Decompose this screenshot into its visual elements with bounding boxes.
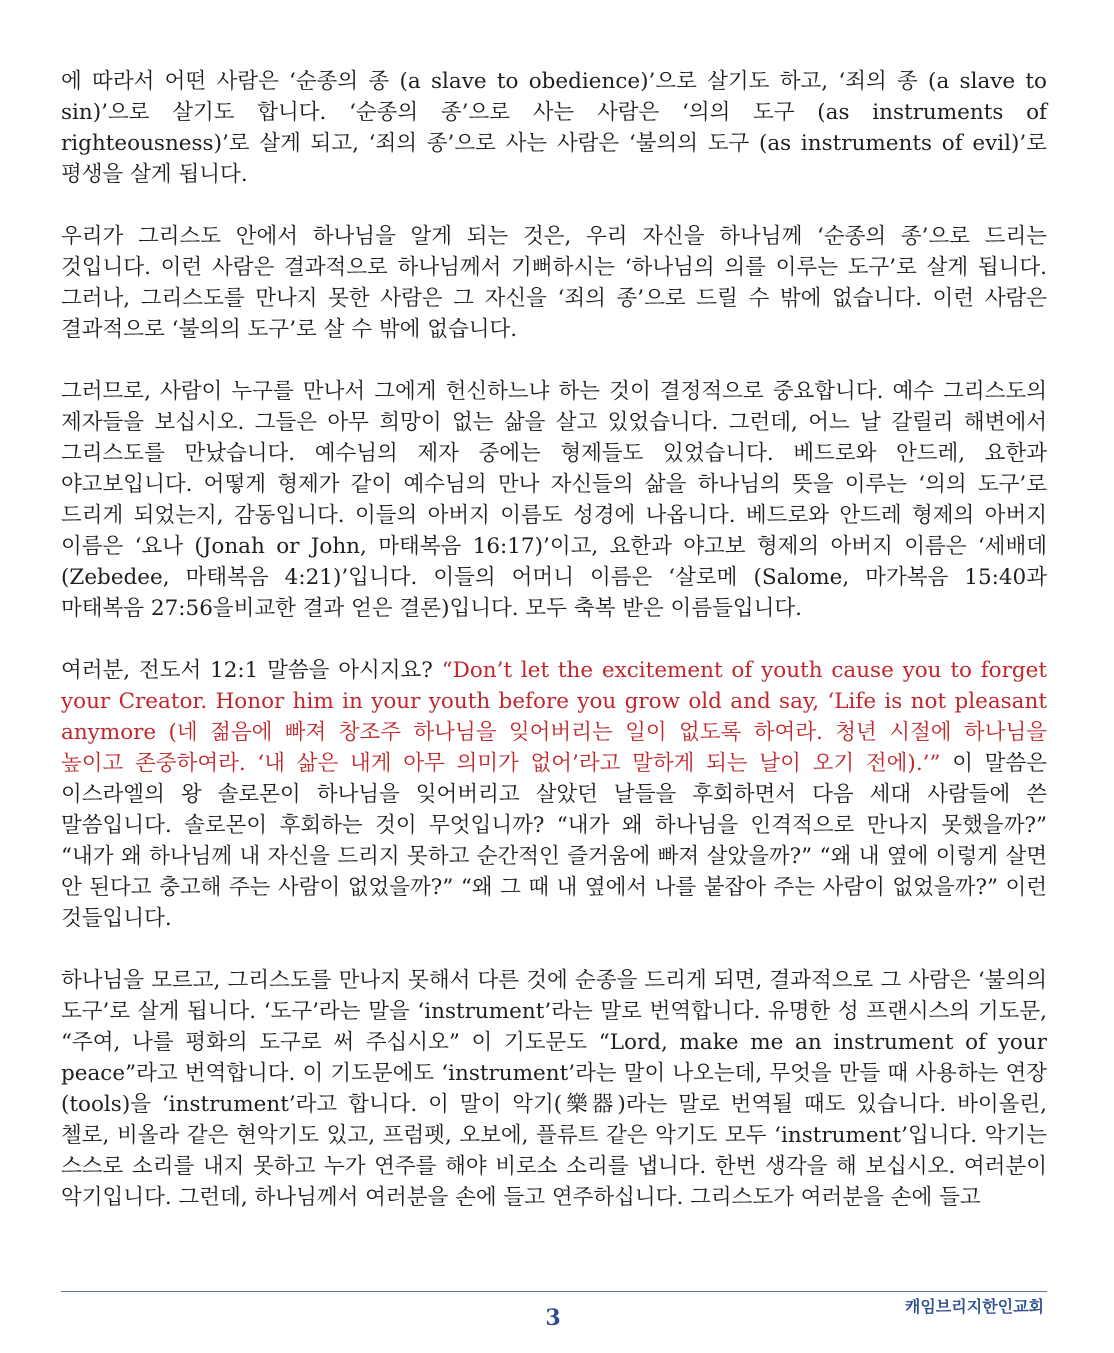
paragraph-2: 우리가 그리스도 안에서 하나님을 알게 되는 것은, 우리 자신을 하나님께 ‘순종의 종’으로 드리는 것입니다. 이런 사람은 결과적으로 하나님께서 기뻐하시는 ‘하나님의 의를 이루는 도구’로 살게 됩니다. 그러나, 그리스도를 만나지 못한 사람은 그 자신을 ‘죄의 종’으로 드릴 수 밖에 없습니다. 이런 사람은 결과적으로 ‘불의의 도구’로 살 수 밖에 없습니다.	[61, 224, 1047, 342]
footer-divider	[61, 1291, 1047, 1292]
paragraph-4	[61, 655, 1047, 934]
paragraph-3: 그러므로, 사람이 누구를 만나서 그에게 헌신하느냐 하는 것이 결정적으로 중요합니다. 예수 그리스도의 제자들을 보십시오. 그들은 아무 희망이 없는 삶을 살고 있었습니다. 그런데, 어느 날 갈릴리 해변에서 그리스도를 만났습니다. 예수님의 제자 중에는 형제들도 있었습니다. 베드로와 안드레, 요한과 야고보입니다. 어떻게 형제가 같이 예수님의 만나 자신들의 삶을 하나님의 뜻을 이루는 ‘의의 도구’로 드리게 되었는지, 감동입니다. 이들의 아버지 이름도 성경에 나옵니다. 베드로와 안드레 형제의 아버지 이름은 ‘요나 (Jonah or John, 마태복음 16:17)’이고, 요한과 야고보 형제의 아버지 이름은 ‘세배데 (Zebedee, 마태복음 4:21)’입니다. 이들의 어머니 이름은 ‘살로메 (Salome, 마가복음 15:40과 마태복음 27:56을비교한 결과 얻은 결론)입니다. 모두 축복 받은 이름들입니다.	[61, 379, 1047, 621]
church-name: 캐임브리지한인교회	[904, 1297, 1044, 1316]
paragraph-5: 하나님을 모르고, 그리스도를 만나지 못해서 다른 것에 순종을 드리게 되면, 결과적으로 그 사람은 ‘불의의 도구’로 살게 됩니다. ‘도구’라는 말을 ‘instrument’라는 말로 번역합니다. 유명한 성 프랜시스의 기도문, “주여, 나를 평화의 도구로 써 주십시오” 이 기도문도 “Lord, make me an instrument of your peace”라고 번역합니다. 이 기도문에도 ‘instrument’라는 말이 나오는데, 무엇을 만들 때 사용하는 연장 (tools)을 ‘instrument’라고 합니다. 이 말이 악기(樂器)라는 말로 번역될 때도 있습니다. 바이올린, 첼로, 비올라 같은 현악기도 있고, 프럼펫, 오보에, 플류트 같은 악기도 모두 ‘instrument’입니다. 악기는 스스로 소리를 내지 못하고 누가 연주를 해야 비로소 소리를 냅니다. 한번 생각을 해 보십시오. 여러분이 악기입니다. 그런데, 하나님께서 여러분을 손에 들고 연주하십니다. 그리스도가 여러분을 손에 들고	[61, 968, 1047, 1210]
body-text	[61, 66, 1047, 1244]
paragraph-4-intro: 여러분, 전도서 12:1 말씀을 아시지요?	[61, 658, 442, 683]
ecclesiastes-quote: “Don’t let the excitement of youth cause you to forget your Creator. Honor him in your youth before you grow old and say, ‘Life is not pleasant anymore (네 젊음에 빠져 창조주 하나님을 잊어버리는 일이 없도록 하여라. 청년 시절에 하나님을 높이고 존중하여라. ‘내 삶은 내게 아무 의미가 없어’라고 말하게 되는 날이 오기 전에).’”	[61, 658, 1047, 776]
paragraph-1: 에 따라서 어떤 사람은 ‘순종의 종 (a slave to obedience)’으로 살기도 하고, ‘죄의 종 (a slave to sin)’으로 살기도 합니다. ‘순종의 종’으로 사는 사람은 ‘의의 도구 (as instruments of righteousness)’로 살게 되고, ‘죄의 종’으로 사는 사람은 ‘불의의 도구 (as instruments of evil)’로 평생을 살게 됩니다.	[61, 69, 1047, 187]
page-number: 3	[545, 1305, 561, 1331]
paragraph-4-rest: 이 말씀은 이스라엘의 왕 솔로몬이 하나님을 잊어버리고 살았던 날들을 후회하면서 다음 세대 사람들에 쓴 말씀입니다. 솔로몬이 후회하는 것이 무엇입니까? “내가 왜 하나님을 인격적으로 만나지 못했을까?” “내가 왜 하나님께 내 자신을 드리지 못하고 순간적인 즐거움에 빠져 살았을까?” “왜 내 옆에 이렇게 살면 안 된다고 충고해 주는 사람이 없었을까?” “왜 그 때 내 옆에서 나를 붙잡아 주는 사람이 없었을까?” 이런 것들입니다.	[61, 751, 1047, 931]
